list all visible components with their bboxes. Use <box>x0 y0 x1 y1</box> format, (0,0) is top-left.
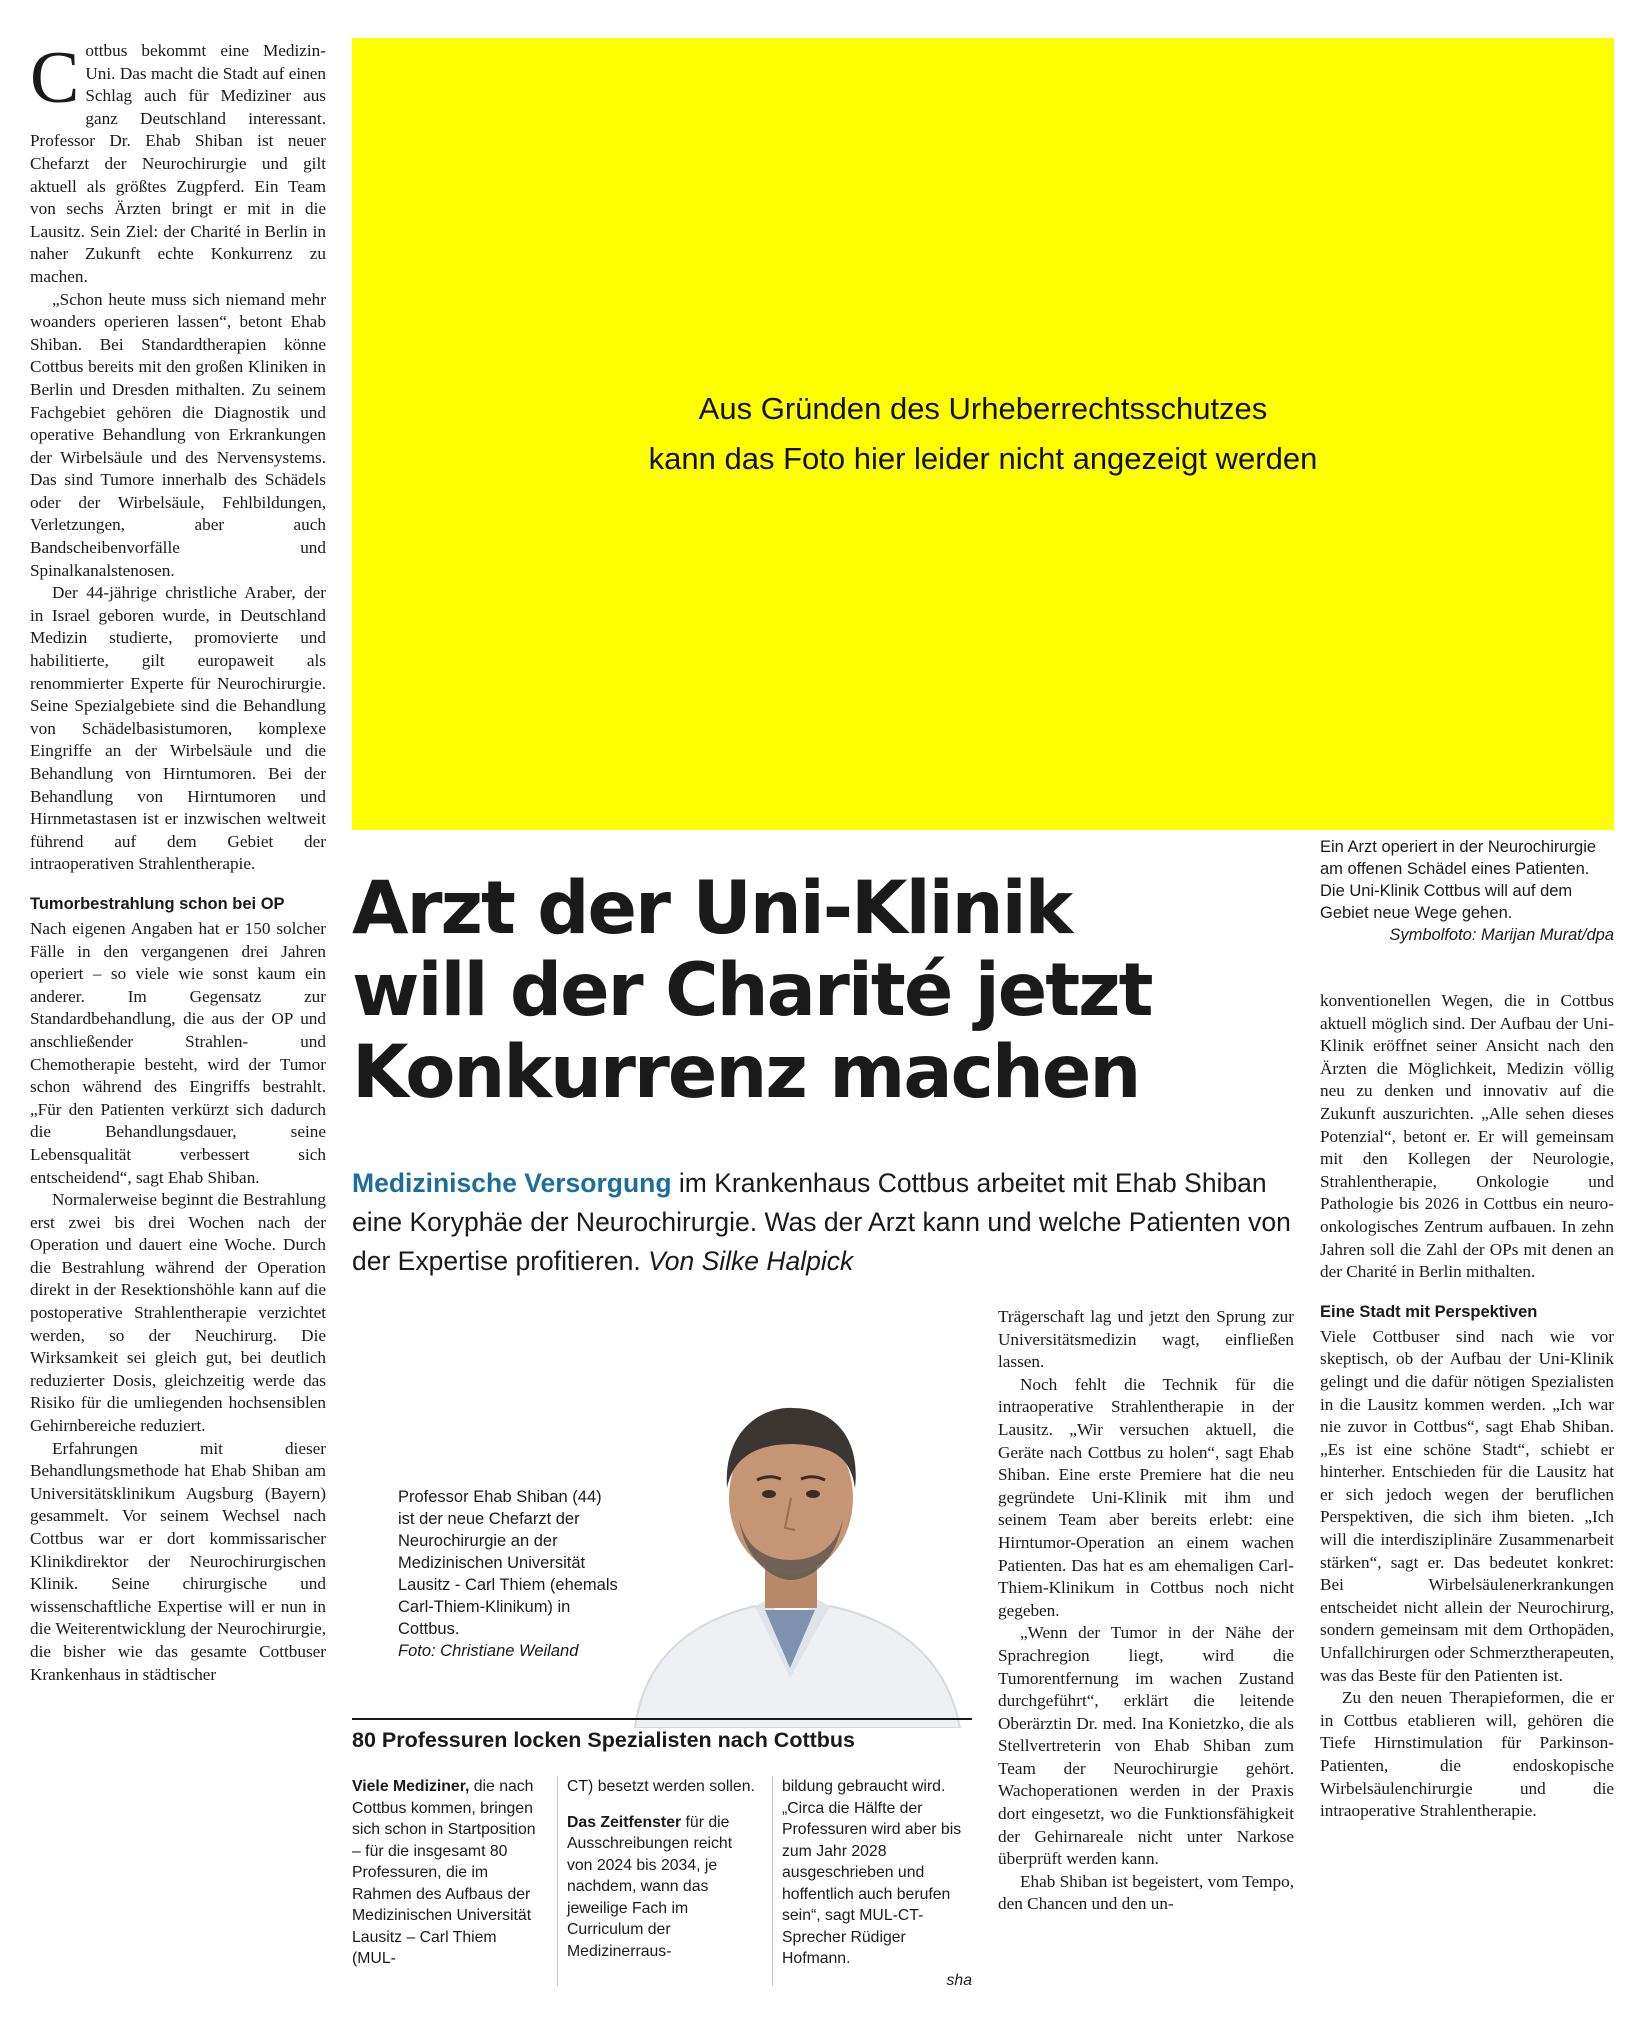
infobox-column-3 <box>782 1776 972 2005</box>
copyright-notice <box>649 384 1318 484</box>
paragraph: „Schon heute muss sich niemand mehr woanders operieren lassen“, betont Ehab Shiban. Bei Standardtherapien könne Cottbus bereits mit den großen Kliniken in Berlin und Dresden mithalten. Zu seinem Fachgebiet gehören die Diagnostik und operative Behandlung von Erkrankungen der Wirbelsäule und des Nervensystems. Das sind Tumore innerhalb des Schädels oder der Wirbelsäule, Fehlbildungen, Verletzungen, aber auch Bandscheibenvorfälle und Spinalkanalstenosen. <box>30 289 326 580</box>
headline-line-1: Arzt der Uni-Klinik <box>352 866 1072 951</box>
infobox-text: bildung gebraucht wird. „Circa die Hälfte der Professuren wird aber bis zum Jahr 2028 ausgeschrieben und hoffentlich auch berufen sein“, sagt MUL-CT-Sprecher Rüdiger Hofmann. <box>782 1778 962 1967</box>
portrait-illustration <box>615 1348 970 1728</box>
author-signature: sha <box>946 1971 972 1989</box>
paragraph: Nach eigenen Angaben hat er 150 solcher Fälle in den vergangenen drei Jahren operiert – so viele wie sonst kaum ein anderer. Im Gegensatz zur Standardbehandlung, die aus der OP und anschließender Strahlen- und Chemotherapie besteht, wird der Tumor schon während des Eingriffs bestrahlt. „Für den Patienten verkürzt sich dadurch die Behandlungsdauer, seine Lebensqualität verbessert sich entscheidend“, sagt Ehab Shiban. <box>30 918 326 1187</box>
paragraph: Viele Cottbuser sind nach wie vor skeptisch, ob der Aufbau der Uni-Klinik gelingt und die dafür nötigen Spezialisten in die Lausitz kommen werden. „Ich war nie zuvor in Cottbus“, sagt Ehab Shiban. „Es ist eine schöne Stadt“, schiebt er hinterher. Entschieden für die Lausitz hat er sich jedoch wegen der beruflichen Perspektiven, die sich ihm bieten. „Ich will die interdisziplinäre Zusammenarbeit stärken“, sagt er. Das bedeutet konkret: Bei Wirbelsäulenerkrankungen entscheidet nicht allein der Neurochirurg, sondern gemeinsam mit dem Orthopäden, Unfallchirurgen oder Schmerztherapeuten, was das Beste für den Patienten ist. <box>1320 1326 1614 1685</box>
subheading: Tumorbestrahlung schon bei OP <box>30 894 285 913</box>
infobox-paragraph <box>567 1812 757 1963</box>
portrait-caption <box>398 1486 618 1662</box>
paragraph: Trägerschaft lag und jetzt den Sprung zur Universitätsmedizin wagt, einfließen lassen. <box>998 1307 1294 1372</box>
copyright-notice-line-1: Aus Gründen des Urheberrechtsschutzes <box>698 391 1268 426</box>
paragraph: konventionellen Wegen, die in Cottbus aktuell möglich sind. Der Aufbau der Uni-Klinik eröffnet seiner Ansicht nach den Ärzten die Möglichkeit, Medizin völlig neu zu denken und innovativ auf die Zukunft auszurichten. „Alle sehen dieses Potenzial“, betont er. Er will gemeinsam mit den Kollegen der Neurologie, Strahlentherapie, Onkologie und Pathologie bis 2026 in Cottbus ein neuro-onkologisches Zentrum aufbauen. In zehn Jahren soll die Zahl der OPs mit denen an der Charité in Berlin mithalten. <box>1320 991 1614 1282</box>
infobox-paragraph <box>352 1776 542 1970</box>
photo-caption-text: Ein Arzt operiert in der Neurochirurgie am offenen Schädel eines Patienten. Die Uni-Klinik Cottbus will auf dem Gebiet neue Wege gehen. <box>1320 838 1597 922</box>
portrait-photo <box>615 1348 970 1728</box>
infobox-lead: Viele Mediziner, <box>352 1778 470 1795</box>
infobox-text: die nach Cottbus kommen, bringen sich schon in Startposition – für die insgesamt 80 Professuren, die im Rahmen des Aufbaus der Medizinischen Universität Lausitz – Carl Thiem (MUL- <box>352 1778 536 1967</box>
infobox-text: für die Ausschreibungen reicht von 2024 bis 2034, je nachdem, wann das jeweilige Fach im Curriculum der Medizinerraus- <box>567 1813 733 1960</box>
byline: Von Silke Halpick <box>648 1246 854 1276</box>
column-divider <box>772 1776 773 1986</box>
paragraph: Noch fehlt die Technik für die intraoperative Strahlentherapie in der Lausitz. „Wir versuchen aktuell, die Geräte nach Cottbus zu holen“, sagt Ehab Shiban. Eine erste Premiere hat die neu gegründete Uni-Klinik mit ihm und seinem Team aber bereits erlebt: eine Hirntumor-Operation an einem wachen Patienten. Das hat es am ehemaligen Carl-Thiem-Klinikum in Cottbus noch nicht gegeben. <box>998 1374 1294 1620</box>
infobox-column-1 <box>352 1776 542 1984</box>
lead-paragraph <box>30 37 326 289</box>
kicker: Medizinische Versorgung <box>352 1168 672 1198</box>
infobox-lead: Das Zeitfenster <box>567 1813 682 1831</box>
article-column-1 <box>30 37 326 1686</box>
paragraph: Erfahrungen mit dieser Behandlungsmethode hat Ehab Shiban am Universitätsklinikum Augsburg (Bayern) gesammelt. Vor seinem Wechsel nach Cottbus war er dort kommissarischer Klinikdirektor der Neurochirurgischen Klinik. Seine chirurgische und wissenschaftliche Expertise will er nun in die Weiterentwicklung der Neurochirurgie, die bisher wie das gesamte Cottbuser Krankenhaus in städtischer <box>30 1438 326 1684</box>
article-column-4 <box>1320 990 1614 1823</box>
paragraph: Der 44-jährige christliche Araber, der in Israel geboren wurde, in Deutschland Medizin studierte, promovierte und habilitierte, gilt europaweit als renommierter Experte für Neurochirurgie. Seine Spezialgebiete sind die Behandlung von Schädelbasistumoren, komplexe Eingriffe an der Wirbelsäule und die Behandlung von Hirntumoren. Bei der Behandlung von Hirntumoren und Hirnmetastasen ist er inzwischen weltweit führend auf dem Gebiet der intraoperativen Strahlentherapie. <box>30 583 326 874</box>
drop-cap: C <box>30 37 80 119</box>
paragraph: „Wenn der Tumor in der Nähe der Sprachregion liegt, wird die Tumorentfernung im wachen Zustand durchgeführt“, erklärt die leitende Oberärztin Dr. med. Ina Konietzko, die als Stellvertreterin von Ehab Shiban zum Team der Neurochirurgie gehört. Wachoperationen werden in der Praxis dort eingesetzt, wo die Funktionsfähigkeit der Gehirnareale nicht unter Narkose überprüft werden kann. <box>998 1623 1294 1869</box>
photo-placeholder <box>352 38 1614 830</box>
subheading: Eine Stadt mit Perspektiven <box>1320 1302 1538 1321</box>
copyright-notice-line-2: kann das Foto hier leider nicht angezeigt werden <box>648 441 1318 476</box>
paragraph-text: ottbus bekommt eine Medizin-Uni. Das macht die Stadt auf einen Schlag auch für Mediziner aus ganz Deutschland interessant. Professor Dr. Ehab Shiban ist neuer Chefarzt der Neurochirurgie und gilt aktuell als größtes Zugpferd. Ein Team von sechs Ärzten bringt er mit in die Lausitz. Sein Ziel: der Charité in Berlin in naher Zukunft echte Konkurrenz zu machen. <box>30 41 326 286</box>
column-divider <box>557 1776 558 1986</box>
paragraph: Ehab Shiban ist begeistert, vom Tempo, den Chancen und den un- <box>998 1871 1294 1914</box>
infobox-title: 80 Professuren locken Spezialisten nach Cottbus <box>352 1718 972 1753</box>
portrait-credit: Foto: Christiane Weiland <box>398 1642 579 1660</box>
infobox-paragraph: CT) besetzt werden sollen. <box>567 1778 755 1795</box>
headline-line-2: will der Charité jetzt <box>352 948 1152 1033</box>
paragraph: Zu den neuen Therapieformen, die er in Cottbus etablieren will, gehören die Tiefe Hirnstimulation für Parkinson-Patienten, die endoskopische Wirbelsäulenchirurgie und die intraoperative Strahlentherapie. <box>1320 1688 1614 1821</box>
infobox-paragraph <box>782 1776 972 1991</box>
paragraph: Normalerweise beginnt die Bestrahlung erst zwei bis drei Wochen nach der Operation und dauert eine Woche. Durch die Bestrahlung während der Operation direkt in der Resektionshöhle kann auf die postoperative Strahlentherapie verzichtet werden, so der Neuchirurg. Die Wirksamkeit sei gleich gut, bei deutlich reduzierter Dosis, gleichzeitig werde das Risiko für die umliegenden hochsensiblen Gehirnbereiche reduziert. <box>30 1190 326 1436</box>
article-column-3 <box>998 1306 1294 1916</box>
headline <box>352 868 1192 1114</box>
deck <box>352 1164 1292 1281</box>
deck-text: im Krankenhaus Cottbus arbeitet mit Ehab Shiban eine Koryphäe der Neurochirurgie. Was der Arzt kann und welche Patienten von der Expertise profitieren. <box>352 1168 1291 1276</box>
photo-credit: Symbolfoto: Marijan Murat/dpa <box>1389 926 1614 944</box>
headline-line-3: Konkurrenz machen <box>352 1030 1140 1115</box>
infobox-column-2 <box>567 1776 757 1976</box>
portrait-caption-text: Professor Ehab Shiban (44) ist der neue Chefarzt der Neurochirurgie an der Medizinischen Universität Lausitz - Carl Thiem (ehemals Carl-Thiem-Klinikum) in Cottbus. <box>398 1488 618 1638</box>
photo-caption <box>1320 836 1614 946</box>
